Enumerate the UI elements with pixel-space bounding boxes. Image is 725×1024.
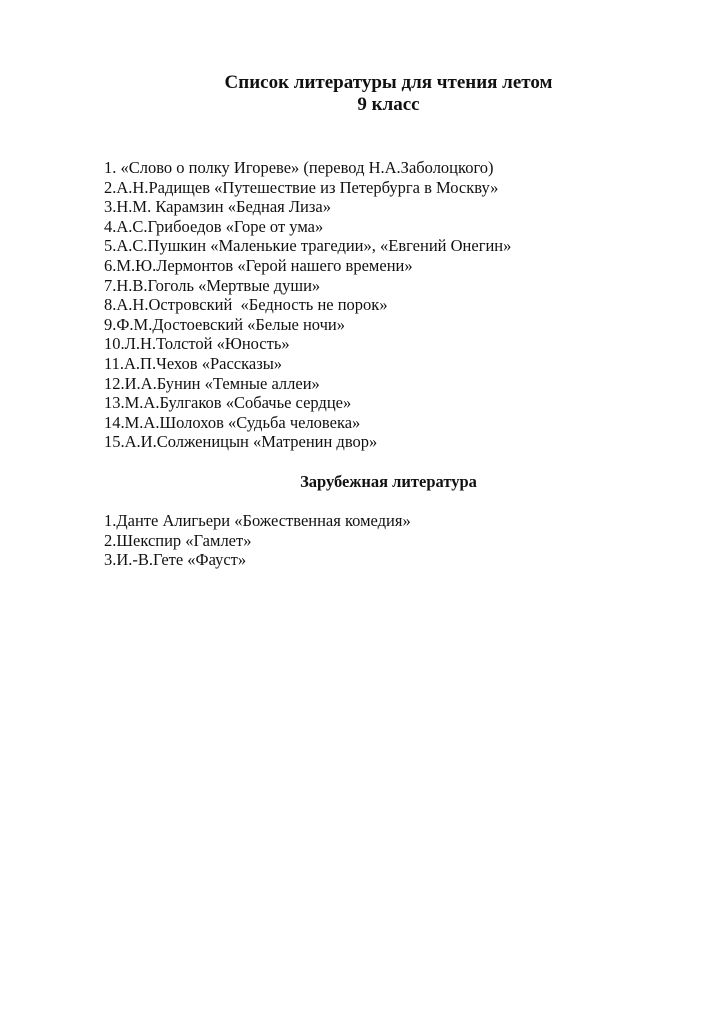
list-item: 13.М.А.Булгаков «Собачье сердце» bbox=[104, 393, 352, 413]
list-item: 15.А.И.Солженицын «Матренин двор» bbox=[104, 432, 378, 452]
title-line-1: Список литературы для чтения летом bbox=[224, 72, 553, 93]
list-item: 3.Н.М. Карамзин «Бедная Лиза» bbox=[104, 197, 331, 217]
list-item: 2.А.Н.Радищев «Путешествие из Петербурга в Москву» bbox=[104, 177, 499, 197]
list-item: 1.Данте Алигьери «Божественная комедия» bbox=[104, 511, 411, 530]
list-item: 12.И.А.Бунин «Темные аллеи» bbox=[104, 373, 320, 393]
list-item: 5.А.С.Пушкин «Маленькие трагедии», «Евгений Онегин» bbox=[104, 236, 512, 256]
list-item: 14.М.А.Шолохов «Судьба человека» bbox=[104, 412, 361, 432]
list-item: 8.А.Н.Островский «Бедность не порок» bbox=[104, 295, 388, 315]
list-item: 7.Н.В.Гоголь «Мертвые души» bbox=[104, 275, 321, 295]
russian-literature-list bbox=[104, 158, 511, 452]
page-title bbox=[0, 72, 725, 116]
foreign-literature-heading: Зарубежная литература bbox=[300, 472, 477, 491]
list-item: 3.И.-В.Гете «Фауст» bbox=[104, 550, 247, 570]
list-item: 1. «Слово о полку Игореве» (перевод Н.А.Заболоцкого) bbox=[104, 158, 494, 177]
list-item: 2.Шекспир «Гамлет» bbox=[104, 530, 252, 550]
title-line-2: 9 класс bbox=[357, 94, 420, 115]
list-item: 10.Л.Н.Толстой «Юность» bbox=[104, 334, 290, 354]
foreign-literature-list bbox=[104, 511, 411, 570]
list-item: 6.М.Ю.Лермонтов «Герой нашего времени» bbox=[104, 255, 413, 275]
list-item: 11.А.П.Чехов «Рассказы» bbox=[104, 353, 283, 373]
list-item: 4.А.С.Грибоедов «Горе от ума» bbox=[104, 216, 324, 236]
list-item: 9.Ф.М.Достоевский «Белые ночи» bbox=[104, 314, 346, 334]
